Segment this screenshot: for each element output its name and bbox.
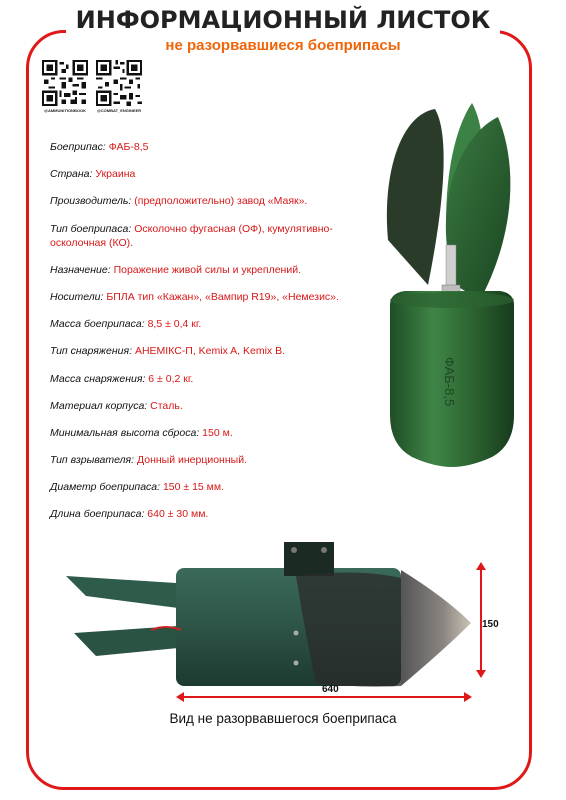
field-label: Тип взрывателя: [50, 454, 135, 467]
field-label: Производитель: [50, 195, 132, 208]
field-label: Тип боеприпаса: [50, 222, 132, 235]
page-title: ИНФОРМАЦИОННЫЙ ЛИСТОК [66, 6, 501, 34]
field-label: Масса боеприпаса: [50, 318, 145, 331]
qr-caption: @AMMUNITIONBOOK [44, 108, 86, 113]
field-label: Минимальная высота сброса: [50, 426, 200, 439]
qr-block-2[interactable] [94, 60, 144, 113]
field-label: Тип снаряжения: [50, 345, 133, 358]
field-value: 6 ± 0,2 кг. [148, 372, 194, 385]
field-min-drop-height [50, 426, 380, 440]
field-value: БПЛА тип «Кажан», «Вампир R19», «Немезис». [106, 290, 339, 303]
field-value: Осколочно фугасная (ОФ), кумулятивно-осколочная (КО). [50, 222, 333, 249]
field-value: Сталь. [150, 399, 183, 412]
field-value: Донный инерционный. [137, 454, 247, 467]
length-label: 640 [322, 684, 339, 695]
qr-code-icon[interactable] [42, 60, 88, 106]
field-filling-mass [50, 372, 380, 386]
bomb-photo [66, 538, 476, 698]
field-label: Материал корпуса: [50, 399, 148, 412]
spec-list [50, 140, 380, 535]
page-subtitle: не разорвавшиеся боеприпасы [165, 37, 401, 54]
field-label: Назначение: [50, 263, 111, 276]
qr-caption: @COMBAT_ENGINEER [96, 108, 142, 113]
field-label: Страна: [50, 168, 93, 181]
field-label: Диаметр боеприпаса: [50, 481, 161, 494]
field-length [50, 507, 380, 521]
field-munition-type [50, 222, 380, 250]
field-value: (предположительно) завод «Маяк». [134, 195, 308, 208]
field-value: АНЕМІКС-П, Kemix A, Kemix B. [134, 345, 286, 358]
qr-code-icon[interactable] [96, 60, 142, 106]
field-purpose [50, 263, 380, 277]
field-label: Боеприпас: [50, 141, 106, 153]
field-body-material [50, 399, 380, 413]
field-value: Украина [95, 168, 136, 181]
tail-fin [387, 109, 444, 285]
field-munition [50, 140, 380, 154]
photo-caption: Вид не разорвавшегося боеприпаса [169, 711, 397, 726]
field-carriers [50, 290, 380, 304]
field-mass [50, 317, 380, 331]
field-label: Носители: [50, 290, 104, 303]
field-diameter [50, 480, 380, 494]
field-fuze-type [50, 453, 380, 467]
field-value: Поражение живой силы и укреплений. [113, 263, 301, 276]
field-label: Масса снаряжения: [50, 372, 146, 385]
field-value: 150 ± 15 мм. [162, 481, 225, 494]
bomb-illustration [380, 95, 540, 485]
qr-block-1[interactable] [40, 60, 90, 113]
field-filling-type [50, 344, 380, 358]
field-label: Длина боеприпаса: [50, 508, 145, 521]
field-value: 150 м. [202, 426, 233, 439]
field-value: ФАБ-8,5 [108, 141, 149, 153]
height-label: 150 [482, 619, 499, 630]
field-value: 640 ± 30 мм. [147, 508, 209, 521]
field-value: 8,5 ± 0,4 кг. [147, 318, 202, 331]
field-manufacturer [50, 194, 380, 208]
field-country [50, 167, 380, 181]
bomb-marking: ФАБ-8,5 [442, 357, 457, 407]
